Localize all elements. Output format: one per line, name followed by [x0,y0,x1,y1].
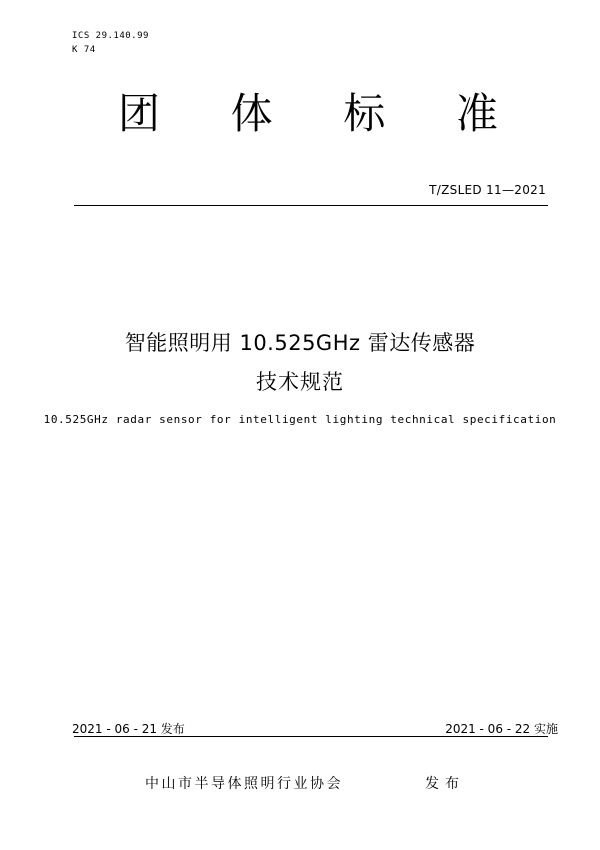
title-chinese-line-1: 智能照明用 10.525GHz 雷达传感器 [124,331,476,355]
issue-date: 2021 - 06 - 21 发布 [72,722,185,736]
publish-label: 发布 [425,776,465,792]
implementation-date: 2021 - 06 - 22 实施 [445,722,558,736]
document-type-heading [118,88,498,140]
doc-type-char: 标 [343,89,386,138]
ccs-code: K 74 [72,45,96,55]
title-english: 10.525GHz radar sensor for intelligent lighting technical specification [43,413,557,426]
issuing-organization: 中山市半导体照明行业协会 [145,776,343,792]
standard-number: T/ZSLED 11—2021 [429,183,546,197]
top-divider [74,205,548,206]
title-chinese-line-2: 技术规范 [256,370,344,394]
doc-type-char: 团 [118,89,161,138]
doc-type-char: 准 [455,89,498,138]
bottom-divider [74,736,548,737]
doc-type-char: 体 [230,89,273,138]
ics-code: ICS 29.140.99 [72,31,149,41]
